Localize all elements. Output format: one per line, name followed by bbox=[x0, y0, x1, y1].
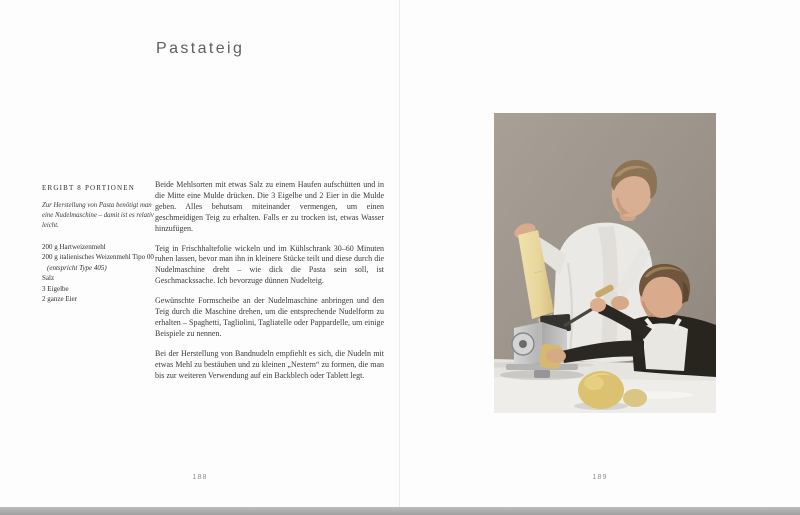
recipe-instructions bbox=[155, 180, 384, 391]
ingredients-column bbox=[42, 184, 154, 304]
instruction-paragraph: Gewünschte Formscheibe an der Nudelmaschine anbringen und den Teig durch die Maschine drehen, um die entsprechende Nudelform zu erhalten – Spaghetti, Tagliolini, Tagliatelle oder Pappardelle, um einige Beispiele zu nennen. bbox=[155, 296, 384, 338]
recipe-title: Pastateig bbox=[156, 40, 245, 57]
ingredient-item: 2 ganze Eier bbox=[42, 295, 77, 304]
ingredient-item: 200 g italienisches Weizenmehl Tipo 00 bbox=[42, 253, 154, 262]
ingredient-item-note: (entspricht Type 405) bbox=[47, 263, 107, 272]
portions-heading: ERGIBT 8 PORTIONEN bbox=[42, 184, 135, 192]
ingredients-list bbox=[42, 242, 154, 304]
instruction-paragraph: Teig in Frischhaltefolie wickeln und im Kühlschrank 30–60 Minuten ruhen lassen, bevor man ihn in kleinere Stücke teilt und diese durch die Nudelmaschine dreht – wie dick die Pasta sein soll, ist Geschmackssache. Ich bevorzuge dünnen Nudelteig. bbox=[155, 243, 384, 286]
ingredient-item: Salz bbox=[42, 274, 55, 283]
instruction-paragraph: Bei der Herstellung von Bandnudeln empfiehlt es sich, die Nudeln mit etwas Mehl zu bestäuben und zu kleinen „Nestern“ zu formen, die man bis zur weiteren Verwendung auf ein Backblech oder Tablett legt. bbox=[155, 348, 384, 380]
instruction-paragraph: Beide Mehlsorten mit etwas Salz zu einem Haufen aufschütten und in die Mitte eine Mulde drücken. Die 3 Eigelbe und 2 Eier in die Mulde geben. Alles behutsam miteinander vermengen, um einen geschmeidigen Teig zu erhalten. Falls er zu trocken ist, etwas Wasser hinzufügen. bbox=[155, 180, 384, 233]
page-number-right: 189 bbox=[592, 474, 608, 481]
photo-pasta-making bbox=[494, 113, 716, 413]
ingredient-item: 200 g Hartweizenmehl bbox=[42, 243, 106, 251]
intro-note: Zur Herstellung von Pasta benötigt man eine Nudelmaschine – damit ist es relativ leicht. bbox=[42, 202, 154, 229]
book-bottom-edge bbox=[0, 507, 800, 515]
ingredient-item: 3 Eigelbe bbox=[42, 284, 69, 293]
page-number-left: 188 bbox=[192, 474, 208, 481]
page-gutter bbox=[399, 0, 400, 507]
